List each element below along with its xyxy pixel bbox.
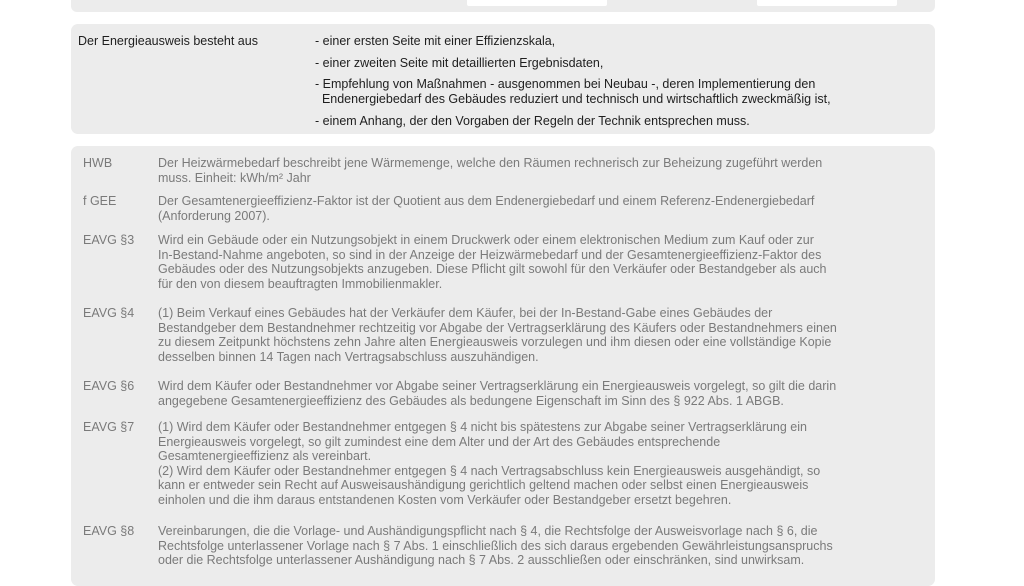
contents-item: - einem Anhang, der den Vorgaben der Regeln der Technik entsprechen muss. <box>315 114 750 128</box>
contents-item: - Empfehlung von Maßnahmen - ausgenommen bei Neubau -, deren Implementierung den Endenergiebedarf des Gebäudes reduziert und technisch und wirtschaftlich zweckmäßig ist, <box>315 77 831 106</box>
contents-item: - einer ersten Seite mit einer Effizienzskala, <box>315 34 556 48</box>
form-field-left[interactable] <box>467 0 607 6</box>
glossary-definition: Der Gesamtenergieeffizienz-Faktor ist der Quotient aus dem Endenergiebedarf und einem Referenz-Endenergiebedarf (Anforderung 2007). <box>158 194 815 223</box>
glossary-box <box>71 146 935 586</box>
glossary-definition: (1) Beim Verkauf eines Gebäudes hat der Verkäufer dem Käufer, bei der In-Bestand-Gabe eines Gebäudes der Bestandgeber dem Bestandnehmer rechtzeitig vor Abgabe der Vertragserklärung des Käufers oder Bestandnehmers einen zu diesem Zeitpunkt höchstens zehn Jahre alten Energieausweis vorzulegen und ihm diesen oder eine vollständige Kopie desselben binnen 14 Tagen nach Vertragsabschluss auszuhändigen. <box>158 306 837 364</box>
glossary-definition: (1) Wird dem Käufer oder Bestandnehmer entgegen § 4 nicht bis spätestens zur Abgabe seiner Vertragserklärung ein Energieausweis vorgelegt, so gilt zumindest eine dem Alter und der Art des Gebäudes entsprechende Gesamtenergieeffizienz als vereinbart. (2) Wird dem Käufer oder Bestandnehmer entgegen § 4 nach Vertragsabschluss kein Energieausweis ausgehändigt, so kann er entweder sein Recht auf Ausweisaushändigung gerichtlich geltend machen oder selbst einen Energieausweis einholen und die ihm daraus entstandenen Kosten vom Verkäufer oder Bestandgeber ersetzt begehren. <box>158 420 821 507</box>
glossary-definition: Wird dem Käufer oder Bestandnehmer vor Abgabe seiner Vertragserklärung ein Energieausweis vorgelegt, so gilt die darin angegebene Gesamtenergieeffizienz des Gebäudes als bedungene Eigenschaft im Sinn des § 922 Abs. 1 ABGB. <box>158 379 837 408</box>
glossary-term: f GEE <box>83 194 117 208</box>
top-form-strip <box>71 0 935 12</box>
glossary-term: EAVG §8 <box>83 524 135 538</box>
glossary-definition: Wird ein Gebäude oder ein Nutzungsobjekt in einem Druckwerk oder einem elektronischen Medium zum Kauf oder zur In-Bestand-Nahme angeboten, so sind in der Anzeige der Heizwärmebedarf und der Gesamtenergieeffizienz-Faktor des Gebäudes oder des Nutzungsobjekts anzugeben. Diese Pflicht gilt sowohl für den Verkäufer oder Bestandgeber als auch für den von diesem beauftragten Immobilienmakler. <box>158 233 827 291</box>
glossary-term: EAVG §7 <box>83 420 135 434</box>
glossary-term: HWB <box>83 156 113 170</box>
form-field-right[interactable] <box>757 0 897 6</box>
glossary-term: EAVG §6 <box>83 379 135 393</box>
contents-item: - einer zweiten Seite mit detaillierten Ergebnisdaten, <box>315 56 604 70</box>
contents-intro-label: Der Energieausweis besteht aus <box>78 34 258 48</box>
glossary-term: EAVG §4 <box>83 306 135 320</box>
glossary-definition: Vereinbarungen, die die Vorlage- und Aushändigungspflicht nach § 4, die Rechtsfolge der Ausweisvorlage nach § 6, die Rechtsfolge unterlassener Vorlage nach § 7 Abs. 1 einschließlich des sich daraus ergebenden Gewährleistungsanspruchs oder die Rechtsfolge unterlassener Aushändigung nach § 7 Abs. 2 ausschließen oder einschränken, sind unwirksam. <box>158 524 833 567</box>
energieausweis-contents-box <box>71 24 935 134</box>
glossary-definition: Der Heizwärmebedarf beschreibt jene Wärmemenge, welche den Räumen rechnerisch zur Beheizung zugeführt werden muss. Einheit: kWh/m² Jahr <box>158 156 823 185</box>
glossary-term: EAVG §3 <box>83 233 135 247</box>
